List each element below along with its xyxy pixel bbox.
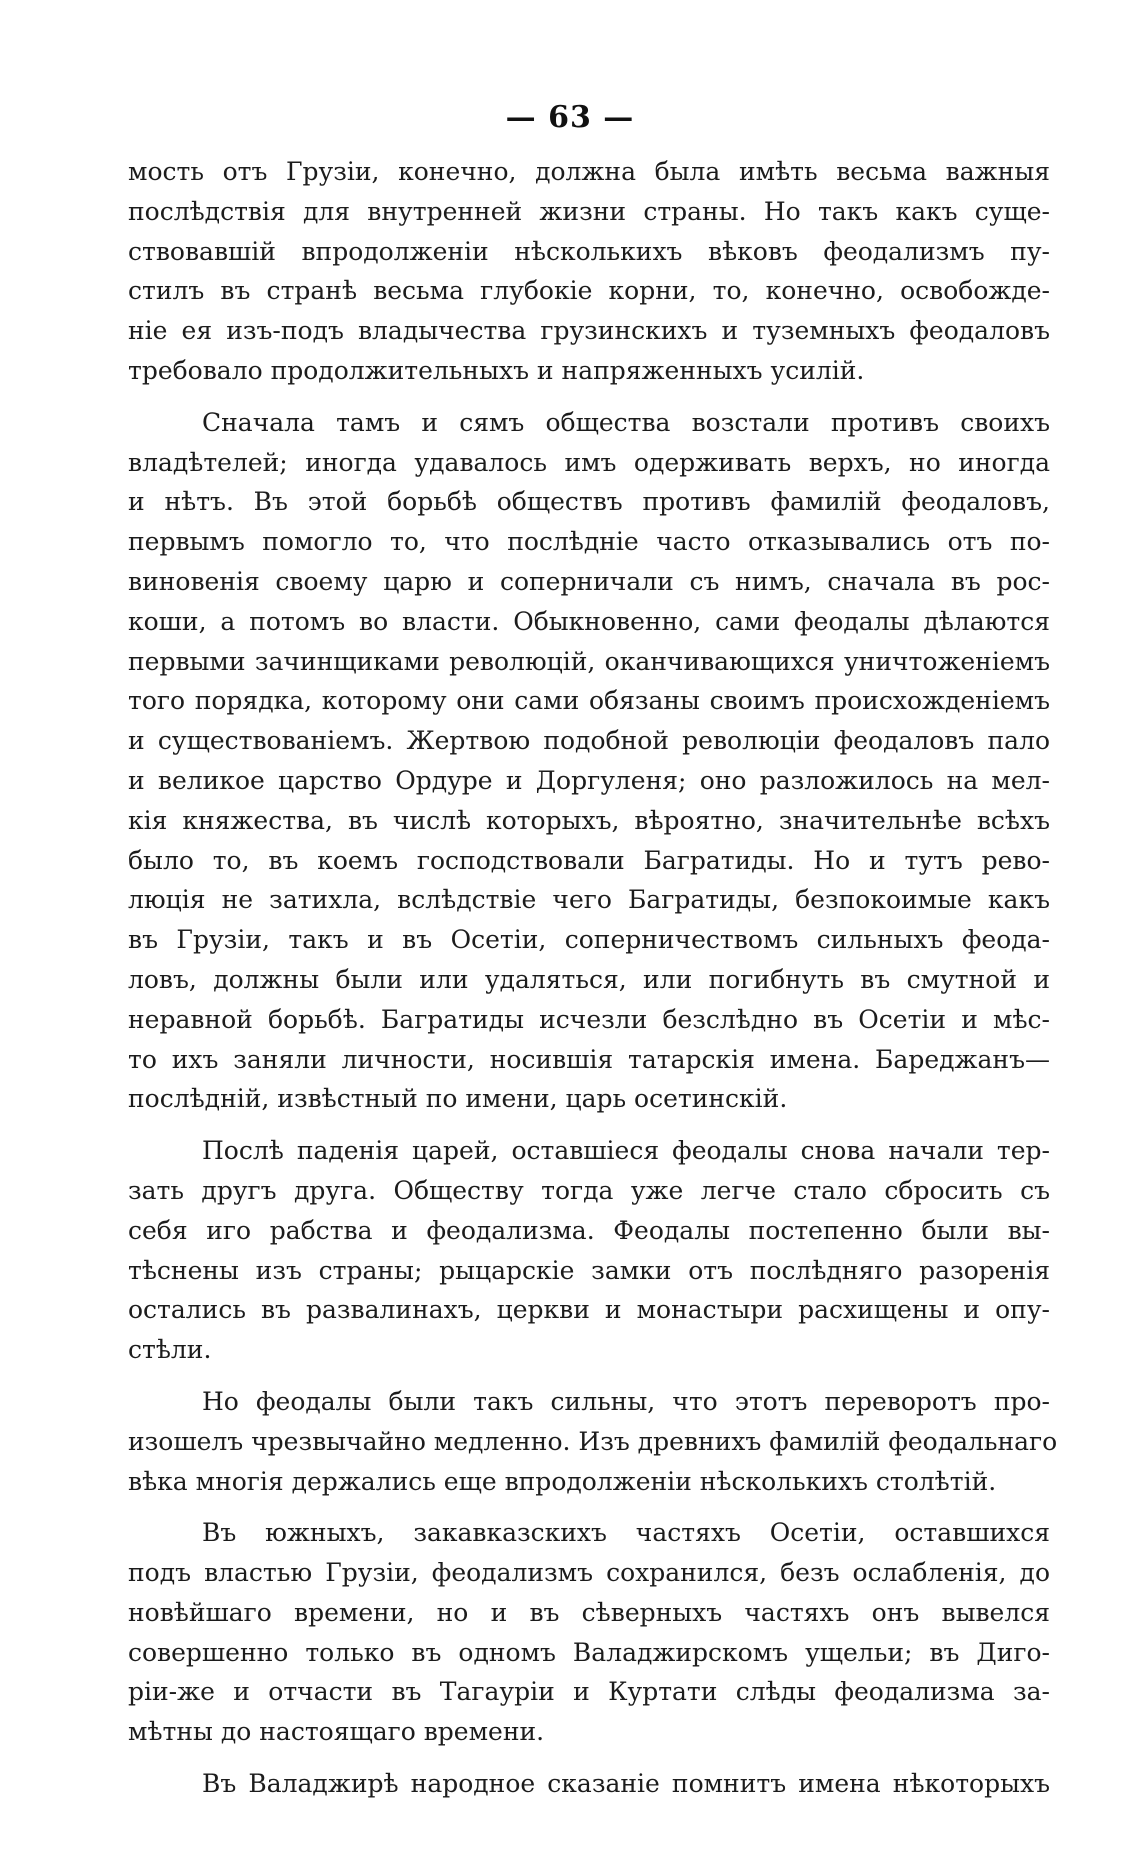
text-line: въ Грузіи, такъ и въ Осетіи, соперничествомъ сильныхъ феода- bbox=[128, 925, 1050, 955]
text-line: Въ Валаджирѣ народное сказаніе помнитъ имена нѣкоторыхъ bbox=[202, 1769, 1050, 1799]
text-line: совершенно только въ одномъ Валаджирскомъ ущельи; въ Диго- bbox=[128, 1637, 1050, 1667]
text-line: то ихъ заняли личности, носившія татарскія имена. Бареджанъ— bbox=[128, 1044, 1050, 1074]
text-line: вѣка многія держались еще впродолженіи нѣсколькихъ столѣтій. bbox=[128, 1466, 997, 1496]
text-line: люція не затихла, вслѣдствіе чего Багратиды, безпокоимые какъ bbox=[128, 885, 1050, 915]
text-line: себя иго рабства и феодализма. Феодалы постепенно были вы- bbox=[128, 1215, 1050, 1245]
text-line: ніе ея изъ-подъ владычества грузинскихъ и туземныхъ феодаловъ bbox=[128, 316, 1050, 346]
text-line: того порядка, которому они сами обязаны своимъ происхожденіемъ bbox=[128, 686, 1050, 716]
text-line: послѣдствія для внутренней жизни страны. Но такъ какъ суще- bbox=[128, 196, 1050, 226]
text-line: ловъ, должны были или удаляться, или погибнуть въ смутной и bbox=[128, 964, 1050, 994]
text-line: ствовавшій впродолженіи нѣсколькихъ вѣковъ феодализмъ пу- bbox=[128, 236, 1050, 266]
text-line: мость отъ Грузіи, конечно, должна была имѣть весьма важныя bbox=[128, 157, 1050, 186]
text-line: и нѣтъ. Въ этой борьбѣ обществъ противъ фамилій феодаловъ, bbox=[128, 487, 1050, 517]
body-text bbox=[128, 152, 1058, 1804]
paragraph bbox=[128, 1382, 1058, 1501]
text-line: ріи-же и отчасти въ Тагауріи и Куртати слѣды феодализма за- bbox=[128, 1677, 1050, 1707]
text-line: подъ властью Грузіи, феодализмъ сохранился, безъ ослабленія, до bbox=[128, 1558, 1050, 1588]
text-line: зать другъ друга. Обществу тогда уже легче стало сбросить съ bbox=[128, 1175, 1050, 1205]
text-line: новѣйшаго времени, но и въ сѣверныхъ частяхъ онъ вывелся bbox=[128, 1597, 1050, 1627]
text-line: Послѣ паденія царей, оставшіеся феодалы снова начали тер- bbox=[202, 1136, 1050, 1166]
text-line: владѣтелей; иногда удавалось имъ одерживать верхъ, но иногда bbox=[128, 447, 1050, 477]
paragraph bbox=[128, 152, 1050, 391]
paragraph bbox=[128, 1764, 1050, 1804]
text-line: неравной борьбѣ. Багратиды исчезли безслѣдно въ Осетіи и мѣс- bbox=[128, 1004, 1050, 1034]
text-line: остались въ развалинахъ, церкви и монастыри расхищены и опу- bbox=[128, 1295, 1050, 1325]
text-line: коши, а потомъ во власти. Обыкновенно, сами феодалы дѣлаются bbox=[128, 606, 1050, 636]
text-line: и великое царство Ордуре и Доргуленя; оно разложилось на мел- bbox=[128, 765, 1050, 795]
text-line: мѣтны до настоящаго времени. bbox=[128, 1717, 545, 1747]
text-line: стилъ въ странѣ весьма глубокіе корни, то, конечно, освобожде- bbox=[128, 276, 1050, 306]
text-line: стѣли. bbox=[128, 1335, 212, 1365]
text-line: Но феодалы были такъ сильны, что этотъ переворотъ про- bbox=[202, 1386, 1050, 1416]
text-line: и существованіемъ. Жертвою подобной революціи феодаловъ пало bbox=[128, 726, 1050, 756]
text-line: Въ южныхъ, закавказскихъ частяхъ Осетіи, оставшихся bbox=[202, 1518, 1050, 1548]
paragraph bbox=[128, 1513, 1050, 1752]
text-line: первыми зачинщиками революцій, оканчивающихся уничтоженіемъ bbox=[128, 646, 1050, 676]
text-line: послѣдній, извѣстный по имени, царь осетинскій. bbox=[128, 1084, 788, 1114]
text-line: тѣснены изъ страны; рыцарскіе замки отъ послѣдняго разоренія bbox=[128, 1255, 1050, 1285]
text-line: первымъ помогло то, что послѣдніе часто отказывались отъ по- bbox=[128, 527, 1050, 557]
text-line: требовало продолжительныхъ и напряженныхъ усилій. bbox=[128, 355, 865, 385]
text-line: было то, въ коемъ господствовали Багратиды. Но и тутъ рево- bbox=[128, 845, 1050, 875]
text-line: виновенія своему царю и соперничали съ нимъ, сначала въ рос- bbox=[128, 566, 1050, 596]
page-number: — 63 — bbox=[505, 100, 635, 135]
text-line: Сначала тамъ и сямъ общества возстали противъ своихъ bbox=[202, 407, 1050, 437]
text-line: изошелъ чрезвычайно медленно. Изъ древнихъ фамилій феодальнаго bbox=[128, 1426, 1058, 1456]
paragraph bbox=[128, 1131, 1050, 1370]
paragraph bbox=[128, 403, 1050, 1119]
text-line: кія княжества, въ числѣ которыхъ, вѣроятно, значительнѣе всѣхъ bbox=[128, 805, 1050, 835]
